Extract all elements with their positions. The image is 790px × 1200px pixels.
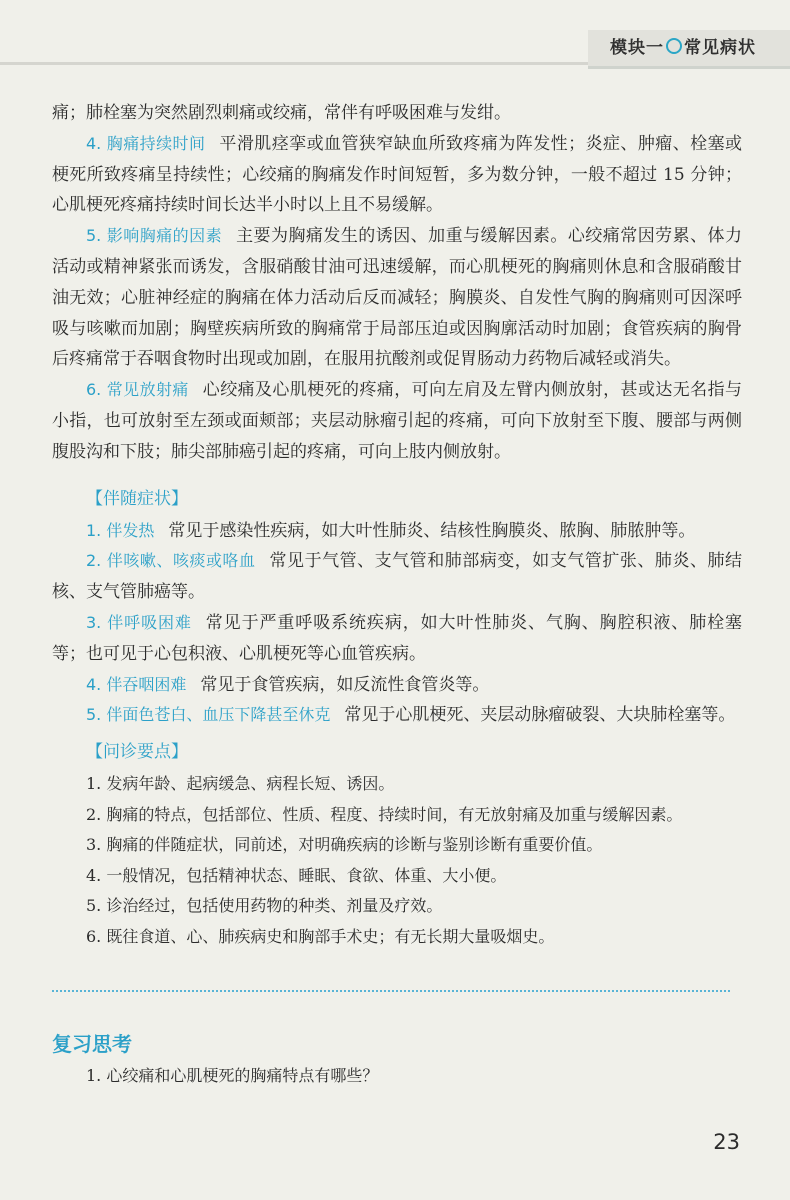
symptom-keyword: 5. 伴面色苍白、血压下降甚至休克 bbox=[86, 705, 331, 725]
paragraph-radiating-pain-text: 心绞痛及心肌梗死的疼痛，可向左肩及左臂内侧放射，甚或达无名指与小指，也可放射至左颈或面颊部；夹层动脉瘤引起的疼痛，可向下放射至下腹、腰部与两侧腹股沟和下肢；肺尖部肺癌引起的疼痛，可向上肢内侧放射。 bbox=[52, 380, 742, 462]
section-divider bbox=[52, 990, 730, 992]
symptom-keyword: 4. 伴吞咽困难 bbox=[86, 674, 187, 694]
circle-bullet-icon bbox=[666, 38, 682, 54]
list-item: 4. 一般情况，包括精神状态、睡眠、食欲、体重、大小便。 bbox=[86, 865, 507, 885]
symptom-text: 常见于食管疾病，如反流性食管炎等。 bbox=[200, 674, 490, 695]
list-item: 1. 发病年龄、起病缓急、病程长短、诱因。 bbox=[86, 774, 395, 794]
running-head-module: 模块一 bbox=[610, 38, 664, 58]
paragraph-pain-duration-text: 平滑肌痉挛或血管狭窄缺血所致疼痛为阵发性；炎症、肿瘤、栓塞或梗死所致疼痛呈持续性；心绞痛的胸痛发作时间短暂，多为数分钟，一般不超过 15 分钟；心肌梗死疼痛持续时间长达半小时以上且不易缓解。 bbox=[52, 133, 743, 216]
paragraph-continuation: 痛；肺栓塞为突然剧烈刺痛或绞痛，常伴有呼吸困难与发绀。 bbox=[52, 103, 511, 123]
symptom-keyword: 2. 伴咳嗽、咳痰或咯血 bbox=[86, 551, 256, 571]
paragraph-pain-duration bbox=[52, 129, 742, 221]
main-content bbox=[52, 98, 742, 952]
symptom-text: 常见于心肌梗死、夹层动脉瘤破裂、大块肺栓塞等。 bbox=[344, 705, 736, 726]
keyword-pain-duration: 4. 胸痛持续时间 bbox=[86, 133, 206, 153]
symptom-item bbox=[52, 546, 742, 608]
page-number: 23 bbox=[713, 1130, 740, 1154]
running-head bbox=[588, 30, 790, 69]
list-item: 5. 诊治经过，包括使用药物的种类、剂量及疗效。 bbox=[86, 896, 443, 916]
symptom-item bbox=[52, 608, 742, 670]
symptom-item bbox=[52, 700, 742, 731]
paragraph-influencing-factors-text: 主要为胸痛发生的诱因、加重与缓解因素。心绞痛常因劳累、体力活动或精神紧张而诱发，含服硝酸甘油可迅速缓解，而心肌梗死的胸痛则休息和含服硝酸甘油无效；心脏神经症的胸痛在体力活动后反而减轻；胸膜炎、自发性气胸的胸痛则可因深呼吸与咳嗽而加剧；胸壁疾病所致的胸痛常于局部压迫或因胸廓活动时加剧；食管疾病的胸骨后疼痛常于吞咽食物时出现或加剧，在服用抗酸剂或促胃肠动力药物后减轻或消失。 bbox=[52, 226, 743, 370]
symptom-text: 常见于气管、支气管和肺部病变，如支气管扩张、肺炎、肺结核、支气管肺癌等。 bbox=[52, 551, 742, 603]
symptom-text: 常见于严重呼吸系统疾病，如大叶性肺炎、气胸、胸腔积液、肺栓塞等；也可见于心包积液、心肌梗死等心血管疾病。 bbox=[52, 612, 742, 664]
running-head-title: 常见病状 bbox=[684, 38, 756, 58]
symptom-item bbox=[52, 670, 742, 701]
paragraph-influencing-factors bbox=[52, 221, 742, 375]
review-title: 复习思考 bbox=[52, 1032, 132, 1056]
paragraph-radiating-pain bbox=[52, 375, 742, 467]
list-item: 2. 胸痛的特点，包括部位、性质、程度、持续时间，有无放射痛及加重与缓解因素。 bbox=[86, 804, 683, 824]
symptom-text: 常见于感染性疾病，如大叶性肺炎、结核性胸膜炎、脓胸、肺脓肿等。 bbox=[168, 520, 696, 541]
symptom-keyword: 3. 伴呼吸困难 bbox=[86, 612, 192, 632]
section-heading-inquiry: 【问诊要点】 bbox=[86, 742, 188, 763]
keyword-radiating-pain: 6. 常见放射痛 bbox=[86, 380, 189, 400]
section-heading-symptoms: 【伴随症状】 bbox=[86, 488, 188, 509]
symptom-keyword: 1. 伴发热 bbox=[86, 520, 155, 540]
list-item: 6. 既往食道、心、肺疾病史和胸部手术史；有无长期大量吸烟史。 bbox=[86, 926, 555, 946]
symptom-item bbox=[52, 516, 742, 547]
list-item: 3. 胸痛的伴随症状，同前述，对明确疾病的诊断与鉴别诊断有重要价值。 bbox=[86, 835, 603, 855]
inquiry-list bbox=[52, 769, 742, 952]
review-question: 1. 心绞痛和心肌梗死的胸痛特点有哪些？ bbox=[86, 1066, 379, 1085]
keyword-influencing-factors: 5. 影响胸痛的因素 bbox=[86, 226, 223, 246]
